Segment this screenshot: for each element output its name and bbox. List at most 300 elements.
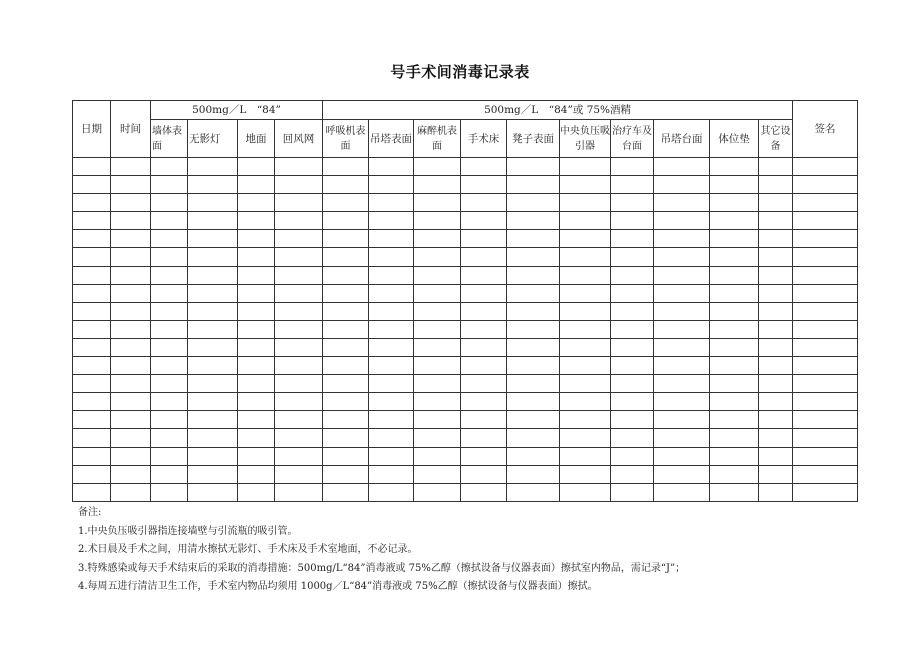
table-cell[interactable] [710,248,759,266]
table-cell[interactable] [369,447,414,465]
table-cell[interactable] [369,158,414,176]
table-cell[interactable] [759,411,793,429]
table-cell[interactable] [323,302,369,320]
table-cell[interactable] [710,465,759,483]
table-cell[interactable] [654,375,710,393]
table-cell[interactable] [238,230,275,248]
table-cell[interactable] [507,266,560,284]
table-cell[interactable] [73,320,111,338]
table-cell[interactable] [151,393,188,411]
table-cell[interactable] [414,447,461,465]
table-cell[interactable] [151,465,188,483]
table-cell[interactable] [560,429,611,447]
table-cell[interactable] [323,357,369,375]
table-cell[interactable] [793,429,858,447]
table-cell[interactable] [611,194,654,212]
table-cell[interactable] [507,320,560,338]
table-cell[interactable] [323,338,369,356]
table-cell[interactable] [560,284,611,302]
table-cell[interactable] [73,447,111,465]
table-cell[interactable] [323,212,369,230]
table-cell[interactable] [73,338,111,356]
table-cell[interactable] [414,483,461,501]
table-cell[interactable] [369,357,414,375]
table-cell[interactable] [507,284,560,302]
table-cell[interactable] [507,338,560,356]
table-cell[interactable] [560,411,611,429]
table-cell[interactable] [73,411,111,429]
table-cell[interactable] [710,320,759,338]
table-cell[interactable] [507,429,560,447]
table-cell[interactable] [654,248,710,266]
table-cell[interactable] [793,357,858,375]
table-cell[interactable] [793,266,858,284]
table-cell[interactable] [323,375,369,393]
table-cell[interactable] [238,212,275,230]
table-cell[interactable] [73,212,111,230]
table-cell[interactable] [793,248,858,266]
table-cell[interactable] [611,230,654,248]
table-cell[interactable] [461,320,507,338]
table-cell[interactable] [793,411,858,429]
table-cell[interactable] [461,176,507,194]
table-cell[interactable] [654,483,710,501]
table-cell[interactable] [275,338,323,356]
table-cell[interactable] [461,248,507,266]
table-cell[interactable] [188,483,238,501]
table-cell[interactable] [654,447,710,465]
table-cell[interactable] [369,483,414,501]
table-cell[interactable] [369,212,414,230]
table-cell[interactable] [414,375,461,393]
table-cell[interactable] [461,212,507,230]
table-cell[interactable] [710,302,759,320]
table-cell[interactable] [111,284,151,302]
table-cell[interactable] [275,483,323,501]
table-cell[interactable] [710,429,759,447]
table-cell[interactable] [369,465,414,483]
table-cell[interactable] [710,212,759,230]
table-cell[interactable] [369,248,414,266]
table-cell[interactable] [654,320,710,338]
table-cell[interactable] [793,338,858,356]
table-cell[interactable] [414,194,461,212]
table-cell[interactable] [414,248,461,266]
table-cell[interactable] [151,447,188,465]
table-cell[interactable] [461,411,507,429]
table-cell[interactable] [151,176,188,194]
table-cell[interactable] [461,429,507,447]
table-cell[interactable] [369,429,414,447]
table-cell[interactable] [611,357,654,375]
table-cell[interactable] [611,212,654,230]
table-cell[interactable] [151,411,188,429]
table-cell[interactable] [188,230,238,248]
table-cell[interactable] [461,375,507,393]
table-cell[interactable] [654,357,710,375]
table-cell[interactable] [793,447,858,465]
table-cell[interactable] [793,284,858,302]
table-cell[interactable] [560,483,611,501]
table-cell[interactable] [151,248,188,266]
table-cell[interactable] [73,266,111,284]
table-cell[interactable] [73,302,111,320]
table-cell[interactable] [793,194,858,212]
table-cell[interactable] [414,338,461,356]
table-cell[interactable] [414,212,461,230]
table-cell[interactable] [238,393,275,411]
table-cell[interactable] [323,447,369,465]
table-cell[interactable] [238,158,275,176]
table-cell[interactable] [560,212,611,230]
table-cell[interactable] [323,266,369,284]
table-cell[interactable] [759,357,793,375]
table-cell[interactable] [654,266,710,284]
table-cell[interactable] [111,248,151,266]
table-cell[interactable] [111,338,151,356]
table-cell[interactable] [507,248,560,266]
table-cell[interactable] [111,357,151,375]
table-cell[interactable] [238,302,275,320]
table-cell[interactable] [238,375,275,393]
table-cell[interactable] [560,357,611,375]
table-cell[interactable] [654,411,710,429]
table-cell[interactable] [151,194,188,212]
table-cell[interactable] [461,230,507,248]
table-cell[interactable] [111,411,151,429]
table-cell[interactable] [759,393,793,411]
table-cell[interactable] [275,357,323,375]
table-cell[interactable] [461,483,507,501]
table-cell[interactable] [323,393,369,411]
table-cell[interactable] [73,158,111,176]
table-cell[interactable] [793,158,858,176]
table-cell[interactable] [414,158,461,176]
table-cell[interactable] [611,302,654,320]
table-cell[interactable] [369,338,414,356]
table-cell[interactable] [275,266,323,284]
table-cell[interactable] [507,194,560,212]
table-cell[interactable] [507,212,560,230]
table-cell[interactable] [759,284,793,302]
table-cell[interactable] [759,194,793,212]
table-cell[interactable] [611,176,654,194]
table-cell[interactable] [275,302,323,320]
table-cell[interactable] [759,320,793,338]
table-cell[interactable] [560,465,611,483]
table-cell[interactable] [710,447,759,465]
table-cell[interactable] [461,266,507,284]
table-cell[interactable] [793,230,858,248]
table-cell[interactable] [275,176,323,194]
table-cell[interactable] [759,176,793,194]
table-cell[interactable] [275,158,323,176]
table-cell[interactable] [759,465,793,483]
table-cell[interactable] [710,411,759,429]
table-cell[interactable] [611,465,654,483]
table-cell[interactable] [111,320,151,338]
table-cell[interactable] [654,158,710,176]
table-cell[interactable] [151,230,188,248]
table-cell[interactable] [793,375,858,393]
table-cell[interactable] [111,375,151,393]
table-cell[interactable] [461,447,507,465]
table-cell[interactable] [369,284,414,302]
table-cell[interactable] [238,429,275,447]
table-cell[interactable] [188,411,238,429]
table-cell[interactable] [461,357,507,375]
table-cell[interactable] [151,158,188,176]
table-cell[interactable] [369,375,414,393]
table-cell[interactable] [238,194,275,212]
table-cell[interactable] [238,338,275,356]
table-cell[interactable] [151,483,188,501]
table-cell[interactable] [507,357,560,375]
table-cell[interactable] [793,465,858,483]
table-cell[interactable] [151,338,188,356]
table-cell[interactable] [111,393,151,411]
table-cell[interactable] [188,465,238,483]
table-cell[interactable] [507,230,560,248]
table-cell[interactable] [111,483,151,501]
table-cell[interactable] [188,393,238,411]
table-cell[interactable] [238,483,275,501]
table-cell[interactable] [654,465,710,483]
table-cell[interactable] [151,284,188,302]
table-cell[interactable] [73,284,111,302]
table-cell[interactable] [759,230,793,248]
table-cell[interactable] [560,393,611,411]
table-cell[interactable] [369,230,414,248]
table-cell[interactable] [238,357,275,375]
table-cell[interactable] [507,483,560,501]
table-cell[interactable] [111,266,151,284]
table-cell[interactable] [654,393,710,411]
table-cell[interactable] [73,194,111,212]
table-cell[interactable] [323,429,369,447]
table-cell[interactable] [275,465,323,483]
table-cell[interactable] [793,176,858,194]
table-cell[interactable] [759,338,793,356]
table-cell[interactable] [188,176,238,194]
table-cell[interactable] [275,375,323,393]
table-cell[interactable] [654,284,710,302]
table-cell[interactable] [151,320,188,338]
table-cell[interactable] [73,230,111,248]
table-cell[interactable] [611,284,654,302]
table-cell[interactable] [461,393,507,411]
table-cell[interactable] [710,176,759,194]
table-cell[interactable] [275,230,323,248]
table-cell[interactable] [611,338,654,356]
table-cell[interactable] [275,194,323,212]
table-cell[interactable] [323,465,369,483]
table-cell[interactable] [654,302,710,320]
table-cell[interactable] [654,194,710,212]
table-cell[interactable] [560,230,611,248]
table-cell[interactable] [73,375,111,393]
table-cell[interactable] [611,411,654,429]
table-cell[interactable] [611,375,654,393]
table-cell[interactable] [759,483,793,501]
table-cell[interactable] [759,429,793,447]
table-cell[interactable] [611,483,654,501]
table-cell[interactable] [188,266,238,284]
table-cell[interactable] [188,320,238,338]
table-cell[interactable] [111,465,151,483]
table-cell[interactable] [507,411,560,429]
table-cell[interactable] [369,302,414,320]
table-cell[interactable] [275,284,323,302]
table-cell[interactable] [759,266,793,284]
table-cell[interactable] [461,158,507,176]
table-cell[interactable] [759,375,793,393]
table-cell[interactable] [759,447,793,465]
table-cell[interactable] [793,302,858,320]
table-cell[interactable] [414,230,461,248]
table-cell[interactable] [188,338,238,356]
table-cell[interactable] [151,266,188,284]
table-cell[interactable] [188,302,238,320]
table-cell[interactable] [151,429,188,447]
table-cell[interactable] [111,194,151,212]
table-cell[interactable] [238,411,275,429]
table-cell[interactable] [793,393,858,411]
table-cell[interactable] [710,357,759,375]
table-cell[interactable] [654,176,710,194]
table-cell[interactable] [611,266,654,284]
table-cell[interactable] [461,465,507,483]
table-cell[interactable] [188,284,238,302]
table-cell[interactable] [793,320,858,338]
table-cell[interactable] [323,284,369,302]
table-cell[interactable] [461,302,507,320]
table-cell[interactable] [414,411,461,429]
table-cell[interactable] [369,266,414,284]
table-cell[interactable] [414,429,461,447]
table-cell[interactable] [73,483,111,501]
table-cell[interactable] [710,158,759,176]
table-cell[interactable] [759,248,793,266]
table-cell[interactable] [710,284,759,302]
table-cell[interactable] [111,176,151,194]
table-cell[interactable] [188,429,238,447]
table-cell[interactable] [654,429,710,447]
table-cell[interactable] [710,338,759,356]
table-cell[interactable] [151,375,188,393]
table-cell[interactable] [238,176,275,194]
table-cell[interactable] [238,284,275,302]
table-cell[interactable] [323,248,369,266]
table-cell[interactable] [560,447,611,465]
table-cell[interactable] [507,158,560,176]
table-cell[interactable] [759,212,793,230]
table-cell[interactable] [238,266,275,284]
table-cell[interactable] [73,393,111,411]
table-cell[interactable] [507,447,560,465]
table-cell[interactable] [188,248,238,266]
table-cell[interactable] [507,302,560,320]
table-cell[interactable] [73,176,111,194]
table-cell[interactable] [654,338,710,356]
table-cell[interactable] [611,320,654,338]
table-cell[interactable] [188,212,238,230]
table-cell[interactable] [793,212,858,230]
table-cell[interactable] [111,212,151,230]
table-cell[interactable] [560,158,611,176]
table-cell[interactable] [188,357,238,375]
table-cell[interactable] [323,411,369,429]
table-cell[interactable] [611,429,654,447]
table-cell[interactable] [560,320,611,338]
table-cell[interactable] [73,248,111,266]
table-cell[interactable] [275,320,323,338]
table-cell[interactable] [611,248,654,266]
table-cell[interactable] [188,375,238,393]
table-cell[interactable] [369,411,414,429]
table-cell[interactable] [275,248,323,266]
table-cell[interactable] [323,483,369,501]
table-cell[interactable] [188,447,238,465]
table-cell[interactable] [611,393,654,411]
table-cell[interactable] [369,320,414,338]
table-cell[interactable] [560,266,611,284]
table-cell[interactable] [560,375,611,393]
table-cell[interactable] [414,357,461,375]
table-cell[interactable] [238,465,275,483]
table-cell[interactable] [560,248,611,266]
table-cell[interactable] [369,176,414,194]
table-cell[interactable] [560,338,611,356]
table-cell[interactable] [151,357,188,375]
table-cell[interactable] [188,158,238,176]
table-cell[interactable] [710,266,759,284]
table-cell[interactable] [323,158,369,176]
table-cell[interactable] [323,176,369,194]
table-cell[interactable] [710,483,759,501]
table-cell[interactable] [414,176,461,194]
table-cell[interactable] [710,375,759,393]
table-cell[interactable] [654,230,710,248]
table-cell[interactable] [323,320,369,338]
table-cell[interactable] [611,158,654,176]
table-cell[interactable] [323,230,369,248]
table-cell[interactable] [793,483,858,501]
table-cell[interactable] [414,284,461,302]
table-cell[interactable] [461,194,507,212]
table-cell[interactable] [275,411,323,429]
table-cell[interactable] [414,302,461,320]
table-cell[interactable] [710,393,759,411]
table-cell[interactable] [507,465,560,483]
table-cell[interactable] [111,230,151,248]
table-cell[interactable] [238,320,275,338]
table-cell[interactable] [414,266,461,284]
table-cell[interactable] [151,212,188,230]
table-cell[interactable] [560,194,611,212]
table-cell[interactable] [759,302,793,320]
table-cell[interactable] [560,302,611,320]
table-cell[interactable] [275,393,323,411]
table-cell[interactable] [461,338,507,356]
table-cell[interactable] [507,176,560,194]
table-cell[interactable] [275,212,323,230]
table-cell[interactable] [111,429,151,447]
table-cell[interactable] [507,393,560,411]
table-cell[interactable] [710,194,759,212]
table-cell[interactable] [73,465,111,483]
table-cell[interactable] [369,393,414,411]
